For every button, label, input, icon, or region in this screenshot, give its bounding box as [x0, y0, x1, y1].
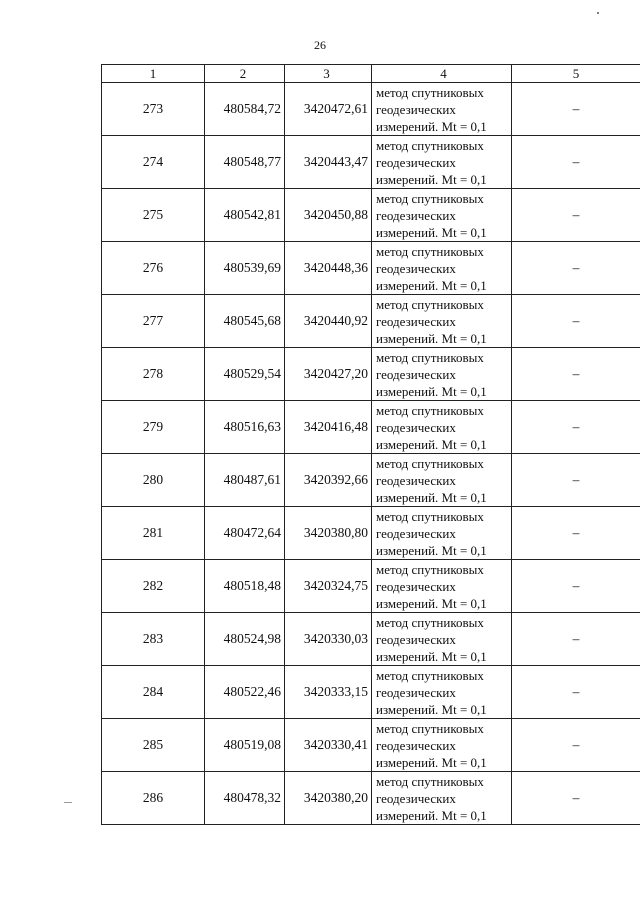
y-coordinate-cell: 3420472,61 [285, 83, 372, 136]
method-line: измерений. Mt = 0,1 [376, 171, 487, 187]
table-row [102, 613, 640, 666]
table-row [102, 242, 640, 295]
method-line: измерений. Mt = 0,1 [376, 224, 487, 240]
column-header-1: 1 [102, 65, 205, 83]
method-line: геодезических [376, 260, 456, 276]
method-line: метод спутниковых [376, 773, 484, 789]
table-header [102, 65, 640, 83]
method-line: метод спутниковых [376, 137, 484, 153]
table-row [102, 295, 640, 348]
method-line: измерений. Mt = 0,1 [376, 118, 487, 134]
table-row [102, 560, 640, 613]
x-coordinate-cell: 480519,08 [205, 719, 285, 772]
note-cell: – [512, 189, 640, 242]
method-line: геодезических [376, 207, 456, 223]
y-coordinate-cell: 3420448,36 [285, 242, 372, 295]
point-number-cell: 282 [102, 560, 205, 613]
x-coordinate-cell: 480522,46 [205, 666, 285, 719]
table-row [102, 136, 640, 189]
point-number-cell: 275 [102, 189, 205, 242]
table-row [102, 348, 640, 401]
method-cell [372, 507, 512, 560]
point-number-cell: 284 [102, 666, 205, 719]
method-cell [372, 189, 512, 242]
method-cell [372, 242, 512, 295]
method-cell [372, 772, 512, 825]
y-coordinate-cell: 3420330,41 [285, 719, 372, 772]
method-line: метод спутниковых [376, 561, 484, 577]
method-line: метод спутниковых [376, 667, 484, 683]
method-line: измерений. Mt = 0,1 [376, 330, 487, 346]
y-coordinate-cell: 3420324,75 [285, 560, 372, 613]
note-cell: – [512, 454, 640, 507]
note-cell: – [512, 719, 640, 772]
point-number-cell: 280 [102, 454, 205, 507]
method-line: геодезических [376, 737, 456, 753]
x-coordinate-cell: 480487,61 [205, 454, 285, 507]
y-coordinate-cell: 3420330,03 [285, 613, 372, 666]
header-row [102, 65, 640, 83]
method-line: метод спутниковых [376, 349, 484, 365]
method-cell [372, 613, 512, 666]
method-line: геодезических [376, 684, 456, 700]
coordinates-table [101, 64, 640, 825]
method-line: геодезических [376, 154, 456, 170]
column-header-3: 3 [285, 65, 372, 83]
scan-speck [597, 12, 599, 14]
table-row [102, 454, 640, 507]
column-header-5: 5 [512, 65, 640, 83]
method-cell [372, 401, 512, 454]
method-line: измерений. Mt = 0,1 [376, 383, 487, 399]
x-coordinate-cell: 480478,32 [205, 772, 285, 825]
x-coordinate-cell: 480542,81 [205, 189, 285, 242]
y-coordinate-cell: 3420333,15 [285, 666, 372, 719]
y-coordinate-cell: 3420443,47 [285, 136, 372, 189]
method-cell [372, 295, 512, 348]
x-coordinate-cell: 480545,68 [205, 295, 285, 348]
page-number: 26 [314, 38, 326, 52]
x-coordinate-cell: 480524,98 [205, 613, 285, 666]
point-number-cell: 277 [102, 295, 205, 348]
x-coordinate-cell: 480539,69 [205, 242, 285, 295]
table-row [102, 401, 640, 454]
column-header-2: 2 [205, 65, 285, 83]
scan-mark [64, 802, 72, 803]
x-coordinate-cell: 480548,77 [205, 136, 285, 189]
point-number-cell: 285 [102, 719, 205, 772]
method-line: измерений. Mt = 0,1 [376, 807, 487, 823]
y-coordinate-cell: 3420450,88 [285, 189, 372, 242]
point-number-cell: 281 [102, 507, 205, 560]
method-line: метод спутниковых [376, 296, 484, 312]
method-line: измерений. Mt = 0,1 [376, 595, 487, 611]
y-coordinate-cell: 3420392,66 [285, 454, 372, 507]
method-line: измерений. Mt = 0,1 [376, 701, 487, 717]
method-cell [372, 136, 512, 189]
note-cell: – [512, 613, 640, 666]
note-cell: – [512, 666, 640, 719]
method-cell [372, 454, 512, 507]
method-line: метод спутниковых [376, 614, 484, 630]
method-line: геодезических [376, 313, 456, 329]
method-line: метод спутниковых [376, 508, 484, 524]
point-number-cell: 276 [102, 242, 205, 295]
method-line: геодезических [376, 366, 456, 382]
table-row [102, 83, 640, 136]
method-line: метод спутниковых [376, 84, 484, 100]
method-line: геодезических [376, 525, 456, 541]
table-row [102, 772, 640, 825]
method-line: измерений. Mt = 0,1 [376, 489, 487, 505]
table-row [102, 719, 640, 772]
method-line: измерений. Mt = 0,1 [376, 754, 487, 770]
note-cell: – [512, 83, 640, 136]
column-header-4: 4 [372, 65, 512, 83]
x-coordinate-cell: 480584,72 [205, 83, 285, 136]
table-row [102, 666, 640, 719]
method-line: геодезических [376, 419, 456, 435]
point-number-cell: 273 [102, 83, 205, 136]
method-line: метод спутниковых [376, 190, 484, 206]
note-cell: – [512, 136, 640, 189]
table-row [102, 507, 640, 560]
table-body [102, 83, 640, 825]
method-line: геодезических [376, 790, 456, 806]
method-line: измерений. Mt = 0,1 [376, 436, 487, 452]
method-line: измерений. Mt = 0,1 [376, 277, 487, 293]
y-coordinate-cell: 3420440,92 [285, 295, 372, 348]
y-coordinate-cell: 3420427,20 [285, 348, 372, 401]
method-line: метод спутниковых [376, 455, 484, 471]
x-coordinate-cell: 480529,54 [205, 348, 285, 401]
point-number-cell: 286 [102, 772, 205, 825]
point-number-cell: 283 [102, 613, 205, 666]
note-cell: – [512, 560, 640, 613]
note-cell: – [512, 295, 640, 348]
point-number-cell: 278 [102, 348, 205, 401]
x-coordinate-cell: 480472,64 [205, 507, 285, 560]
method-line: метод спутниковых [376, 720, 484, 736]
note-cell: – [512, 348, 640, 401]
method-cell [372, 348, 512, 401]
point-number-cell: 274 [102, 136, 205, 189]
note-cell: – [512, 242, 640, 295]
method-cell [372, 719, 512, 772]
method-line: геодезических [376, 472, 456, 488]
note-cell: – [512, 772, 640, 825]
method-line: измерений. Mt = 0,1 [376, 648, 487, 664]
x-coordinate-cell: 480516,63 [205, 401, 285, 454]
note-cell: – [512, 401, 640, 454]
point-number-cell: 279 [102, 401, 205, 454]
method-cell [372, 560, 512, 613]
table-row [102, 189, 640, 242]
method-line: геодезических [376, 631, 456, 647]
y-coordinate-cell: 3420380,20 [285, 772, 372, 825]
y-coordinate-cell: 3420380,80 [285, 507, 372, 560]
method-line: измерений. Mt = 0,1 [376, 542, 487, 558]
method-line: геодезических [376, 578, 456, 594]
y-coordinate-cell: 3420416,48 [285, 401, 372, 454]
method-line: метод спутниковых [376, 402, 484, 418]
x-coordinate-cell: 480518,48 [205, 560, 285, 613]
method-cell [372, 666, 512, 719]
method-line: геодезических [376, 101, 456, 117]
method-line: метод спутниковых [376, 243, 484, 259]
method-cell [372, 83, 512, 136]
note-cell: – [512, 507, 640, 560]
